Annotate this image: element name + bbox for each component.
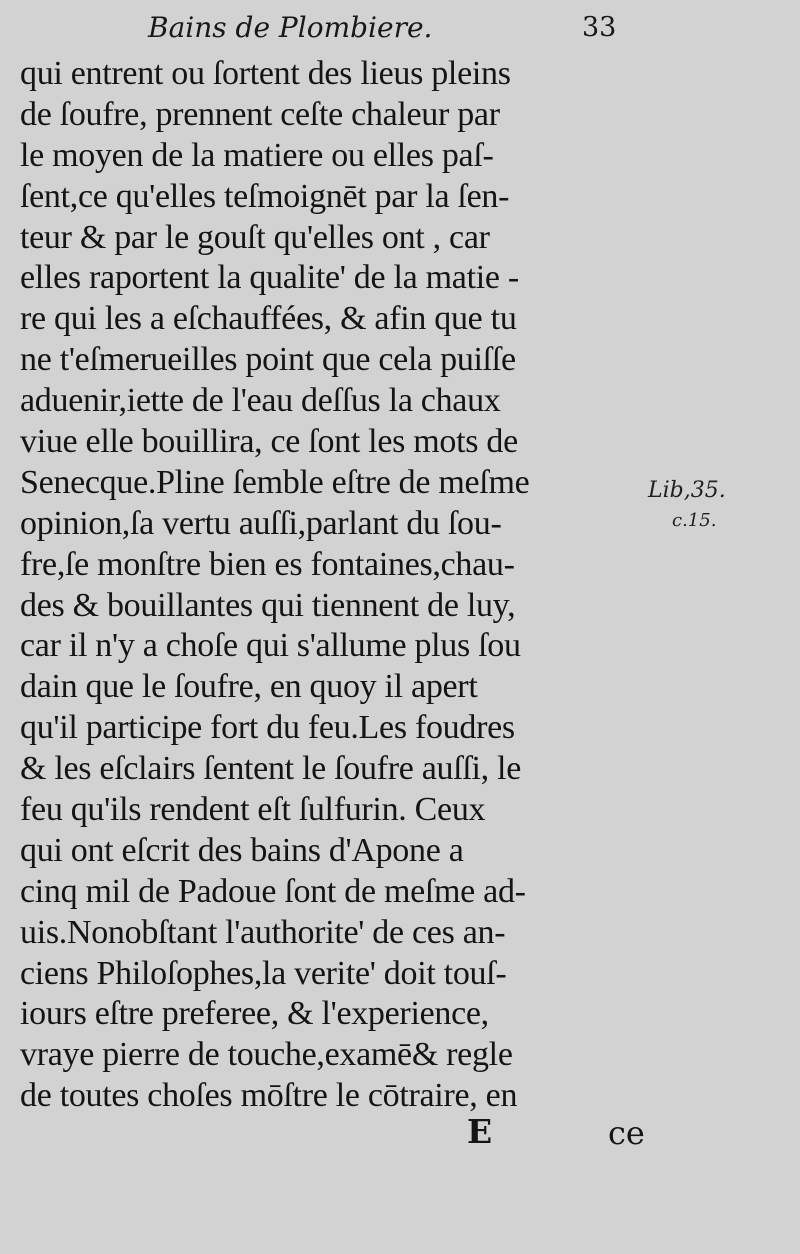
text-line: qui ont eſcrit des bains d'Apone a: [20, 831, 464, 869]
text-line: de ſoufre, prennent ceſte chaleur par: [20, 95, 500, 133]
text-line: cinq mil de Padoue ſont de meſme ad-: [20, 872, 526, 910]
text-line: aduenir,iette de l'eau deſſus la chaux: [20, 382, 501, 420]
text-line: re qui les a eſchauffées, & afin que tu: [20, 300, 517, 338]
text-line: ſent,ce qu'elles teſmoignēt par la ſen-: [20, 177, 510, 215]
text-line: opinion,ſa vertu auſſi,parlant du ſou-: [20, 504, 502, 542]
text-line: elles raportent la qualite' de la matie -: [20, 259, 519, 297]
text-line: & les eſclairs ſentent le ſoufre auſſi, le: [20, 750, 521, 788]
text-line: qu'il participe fort du feu.Les foudres: [20, 709, 515, 747]
signature-mark: E: [467, 1112, 493, 1151]
text-line: vraye pierre de touche,examē& regle: [20, 1036, 513, 1074]
margin-note-line: c.15.: [672, 510, 717, 531]
text-line: viue elle bouillira, ce ſont les mots de: [20, 423, 518, 461]
page-number: 33: [582, 12, 617, 43]
text-line: le moyen de la matiere ou elles paſ-: [20, 136, 494, 174]
text-line: ciens Philoſophes,la verite' doit touſ-: [20, 954, 507, 992]
text-line: dain que le ſoufre, en quoy il apert: [20, 668, 478, 706]
text-line: feu qu'ils rendent eſt ſulfurin. Ceux: [20, 791, 486, 829]
text-line: iours eſtre preferee, & l'experience,: [20, 995, 489, 1033]
text-line: de toutes choſes mōſtre le cōtraire, en: [20, 1077, 518, 1115]
margin-note-line: Lib,35.: [648, 478, 726, 503]
text-line: car il n'y a choſe qui s'allume plus ſou: [20, 627, 521, 665]
text-line: qui entrent ou ſortent des lieus pleins: [20, 55, 511, 92]
text-line: des & bouillantes qui tiennent de luy,: [20, 586, 516, 624]
margin-note: [648, 476, 726, 536]
text-line: Senecque.Pline ſemble eſtre de meſme: [20, 463, 530, 501]
text-line: teur & par le gouſt qu'elles ont , car: [20, 218, 490, 256]
catchword: ce: [608, 1114, 645, 1152]
text-line: ne t'eſmerueilles point que cela puiſſe: [20, 341, 516, 379]
text-line: uis.Nonobſtant l'authorite' de ces an-: [20, 913, 506, 951]
running-head: Bains de Plombiere.: [148, 11, 433, 44]
text-line: fre,ſe monſtre bien es fontaines,chau-: [20, 545, 515, 583]
body-text: [20, 54, 640, 1117]
